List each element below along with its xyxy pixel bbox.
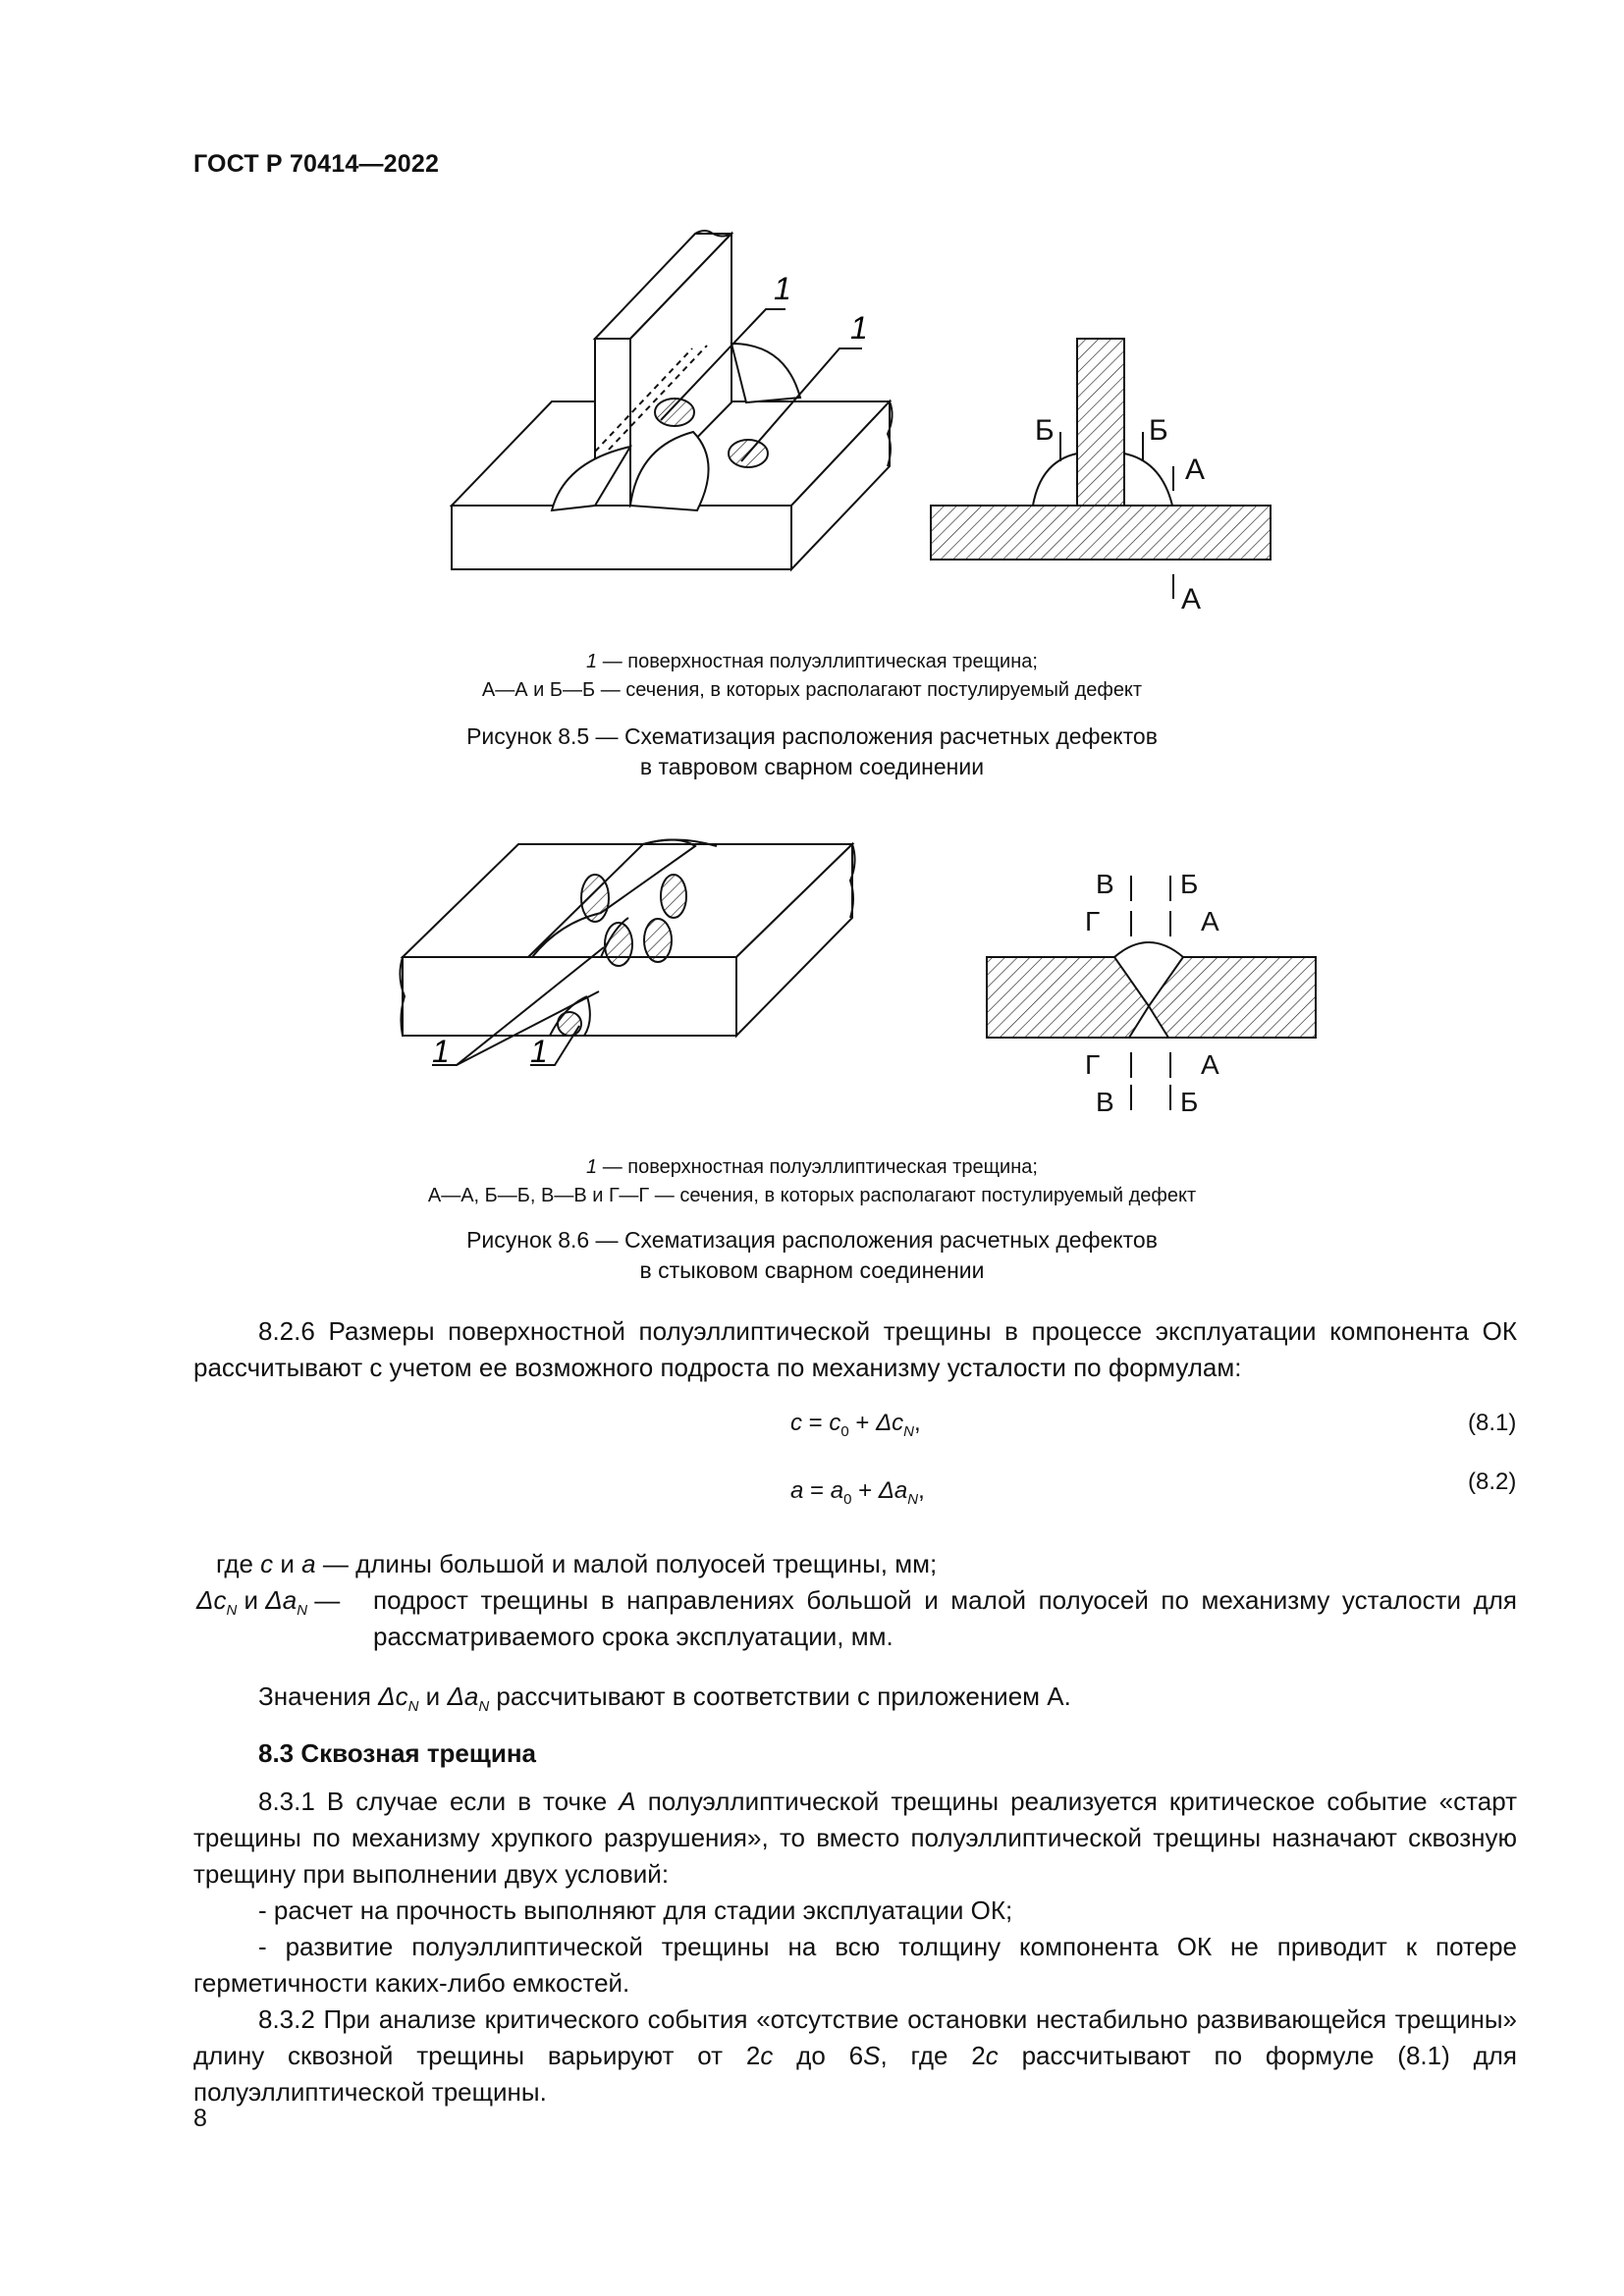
values-and: и xyxy=(418,1682,448,1711)
fig86-label-b-bottom: Б xyxy=(1180,1087,1199,1117)
figure-8-6-title xyxy=(0,1225,1624,1286)
fig86-label-g-bottom: Г xyxy=(1085,1049,1101,1080)
figure-8-5-legend xyxy=(0,648,1624,705)
fig86-label-b-top: Б xyxy=(1180,869,1199,899)
figure-8-6-isometric xyxy=(393,825,864,1099)
f2-base: a xyxy=(830,1477,844,1504)
paragraph-8-3-1 xyxy=(193,1784,1517,1893)
where-line-1 xyxy=(216,1546,937,1582)
fig85-label-b-right: Б xyxy=(1149,414,1168,447)
paragraph-8-2-6: 8.2.6 Размеры поверхностной полуэллиптической трещины в процессе эксплуатации компонента ОК рассчитывают с учетом ее возможного подроста по механизму усталости по формулам: xyxy=(193,1316,1517,1382)
where-delta-c-sub: N xyxy=(226,1602,238,1620)
f1-lhs: c xyxy=(790,1410,802,1436)
formula-8-2-number: (8.2) xyxy=(1468,1468,1517,1495)
f2-lhs: a xyxy=(790,1477,804,1504)
figure-8-5-section xyxy=(923,324,1276,618)
p832-b: до 6 xyxy=(773,2041,864,2070)
values-s2: Δa xyxy=(447,1682,479,1711)
fig86-title-line1: Рисунок 8.6 — Схематизация расположения расчетных дефектов xyxy=(466,1227,1158,1253)
where-delta-a-sub: N xyxy=(297,1602,308,1620)
bullet-2: - развитие полуэллиптической трещины на всю толщину компонента ОК не приводит к потере герметичности каких-либо емкостей. xyxy=(193,1932,1517,1998)
section-8-3-heading: 8.3 Сквозная трещина xyxy=(258,1738,536,1768)
fig85-label-a-top: А xyxy=(1185,454,1206,486)
f1-delta: Δc xyxy=(876,1410,904,1436)
where-a: a xyxy=(301,1549,316,1578)
where-delta-a: Δa xyxy=(265,1585,298,1615)
p832-c1: c xyxy=(760,2041,774,2070)
where-line-2-text: подрост трещины в направлениях большой и малой полуосей по механизму усталости для рассматриваемого срока эксплуатации, мм. xyxy=(373,1585,1517,1651)
bullet-1: - расчет на прочность выполняют для стадии эксплуатации ОК; xyxy=(258,1896,1013,1925)
values-suffix: рассчитывают в соответствии с приложением А. xyxy=(489,1682,1071,1711)
figure-8-5-isometric xyxy=(432,221,903,589)
p831-before: 8.3.1 В случае если в точке xyxy=(258,1787,620,1816)
fig85-legend-line1: — поверхностная полуэллиптическая трещина; xyxy=(597,651,1038,672)
formula-8-1-number: (8.1) xyxy=(1468,1410,1517,1436)
p832-d: рассчитывают по формуле (8.1) для полуэллиптической трещины. xyxy=(193,2041,1518,2107)
fig85-legend-line2: А—А и Б—Б — сечения, в которых располагают постулируемый дефект xyxy=(481,679,1143,701)
fig85-title-line2: в тавровом сварном соединении xyxy=(639,754,985,779)
where-prefix: где xyxy=(216,1549,261,1578)
figure-8-5-title xyxy=(0,721,1624,782)
fig86-marker-1b: 1 xyxy=(530,1034,548,1069)
fig86-marker-1a: 1 xyxy=(432,1034,450,1069)
fig86-legend-num: 1 xyxy=(586,1156,598,1178)
fig86-label-v-top: В xyxy=(1096,869,1114,899)
fig85-label-a-bottom: А xyxy=(1181,583,1202,615)
p831-point: А xyxy=(619,1787,636,1816)
fig86-label-a-top: А xyxy=(1201,906,1219,936)
fig85-title-line1: Рисунок 8.5 — Схематизация расположения расчетных дефектов xyxy=(466,723,1158,749)
fig85-label-b-left: Б xyxy=(1035,414,1055,447)
where-line1-text: — длины большой и малой полуосей трещины, мм; xyxy=(315,1549,938,1578)
document-header: ГОСТ Р 70414—2022 xyxy=(193,150,440,178)
p832-a: 8.3.2 При анализе критического события «отсутствие остановки нестабильно развивающейся трещины» длину сквозной трещины варьируют от 2 xyxy=(193,2004,1517,2070)
formula-8-1: $c = c_0 + \Delta c_N$, xyxy=(790,1410,921,1440)
fig86-label-a-bottom: А xyxy=(1201,1049,1219,1080)
f1-base-sub: 0 xyxy=(840,1422,849,1440)
where-c: c xyxy=(260,1549,274,1578)
fig86-legend-line1: — поверхностная полуэллиптическая трещина; xyxy=(597,1156,1038,1178)
values-note xyxy=(258,1679,1517,1725)
p832-c: , где 2 xyxy=(880,2041,986,2070)
fig86-label-v-bottom: В xyxy=(1096,1087,1114,1117)
p832-S: S xyxy=(863,2041,881,2070)
fig85-marker-1b: 1 xyxy=(850,310,868,346)
paragraph-8-3-2 xyxy=(193,2002,1517,2110)
formula-8-2: $a = a_0 + \Delta a_N$, xyxy=(790,1477,925,1508)
f1-delta-sub: N xyxy=(903,1422,915,1440)
fig85-legend-num: 1 xyxy=(586,651,598,672)
f2-delta: Δa xyxy=(878,1477,908,1504)
values-s1: Δc xyxy=(378,1682,408,1711)
p831-after: полуэллиптической трещины реализуется критическое событие «старт трещины по механизму хрупкого разрушения», то вместо полуэллиптической трещины назначают сквозную трещину при выполнении двух условий: xyxy=(193,1787,1517,1889)
page-number: 8 xyxy=(193,2105,207,2132)
f2-base-sub: 0 xyxy=(843,1490,852,1508)
fig86-title-line2: в стыковом сварном соединении xyxy=(639,1257,985,1283)
where-and-2: и xyxy=(237,1585,266,1615)
values-s1-sub: N xyxy=(407,1698,419,1716)
values-prefix: Значения xyxy=(258,1682,379,1711)
p832-c2: c xyxy=(985,2041,999,2070)
fig86-label-g-top: Г xyxy=(1085,906,1101,936)
figure-8-6-section xyxy=(972,854,1326,1124)
where-and: и xyxy=(273,1549,302,1578)
f2-delta-sub: N xyxy=(907,1490,919,1508)
where-dash: — xyxy=(307,1585,341,1615)
fig85-marker-1a: 1 xyxy=(774,271,791,306)
fig86-legend-line2: А—А, Б—Б, В—В и Г—Г — сечения, в которых располагают постулируемый дефект xyxy=(427,1185,1197,1206)
where-delta-c: Δc xyxy=(196,1585,227,1615)
values-s2-sub: N xyxy=(478,1698,490,1716)
f1-base: c xyxy=(829,1410,841,1436)
where-line-2-symbols xyxy=(196,1582,340,1629)
figure-8-6-legend xyxy=(0,1153,1624,1210)
